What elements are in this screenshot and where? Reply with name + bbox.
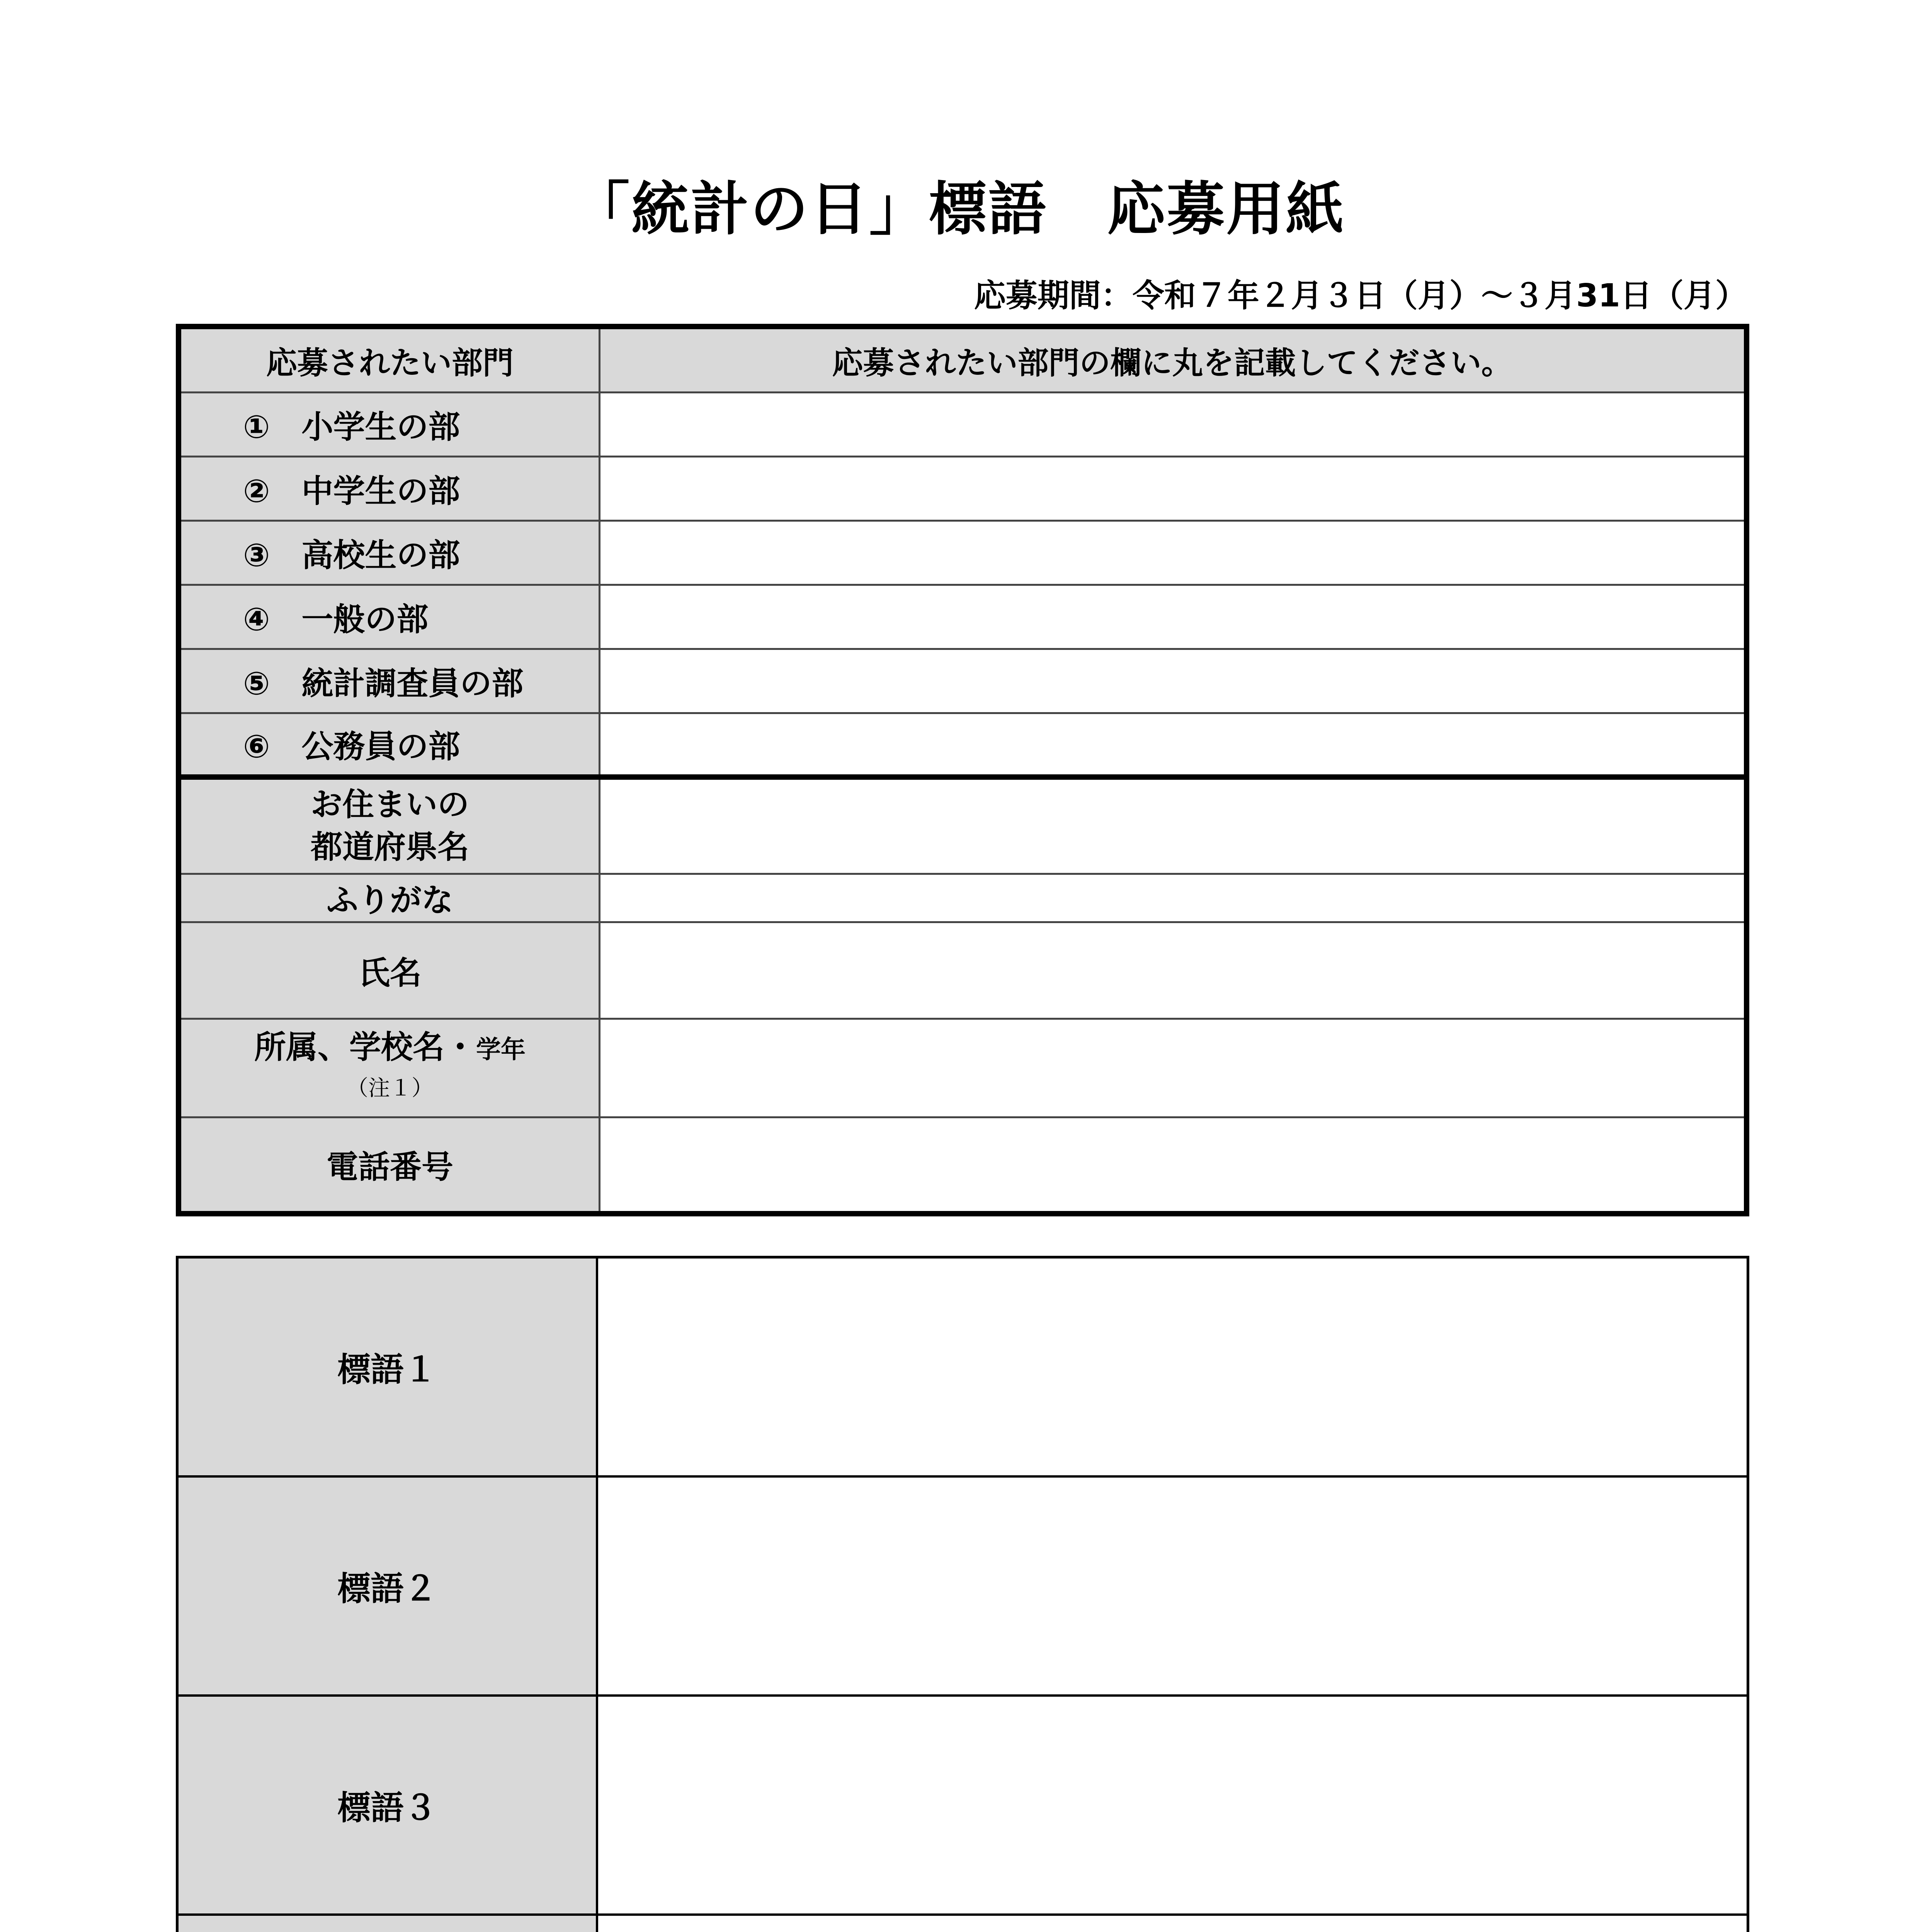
prefecture-row <box>179 777 1747 874</box>
category-mark-cell[interactable] <box>600 392 1747 456</box>
affiliation-field[interactable] <box>600 1019 1747 1117</box>
slogan-row <box>177 1696 1748 1915</box>
phone-field[interactable] <box>600 1117 1747 1214</box>
category-label: ④ 一般の部 <box>179 585 600 649</box>
furigana-label: ふりがな <box>179 874 600 922</box>
affiliation-note-ref: （注１） <box>347 1075 433 1101</box>
slogan-field[interactable] <box>597 1915 1748 1932</box>
category-row <box>179 713 1747 777</box>
slogan-row <box>177 1915 1748 1932</box>
category-mark-cell[interactable] <box>600 585 1747 649</box>
slogan-row <box>177 1476 1748 1696</box>
furigana-field[interactable] <box>600 874 1747 922</box>
table-header-row <box>179 327 1747 392</box>
affiliation-label-main: 所属、学校名・ <box>254 1029 476 1066</box>
entry-info-table <box>176 324 1749 1216</box>
circle-instruction-header: 応募されたい部門の欄に丸を記載してください。 <box>600 327 1747 392</box>
category-row <box>179 585 1747 649</box>
slogan-label: 標語１ <box>177 1257 597 1476</box>
category-mark-cell[interactable] <box>600 713 1747 777</box>
slogan-label <box>177 1915 597 1932</box>
page-title: 「統計の日」標語 応募用紙 <box>572 176 1345 243</box>
name-field[interactable] <box>600 922 1747 1019</box>
category-header: 応募されたい部門 <box>179 327 600 392</box>
affiliation-label-grade: 学年 <box>476 1035 526 1064</box>
application-period: 応募期間：令和７年２月３日（月）～３月31日（月） <box>974 277 1747 314</box>
slogan-field[interactable] <box>597 1257 1748 1476</box>
prefecture-field[interactable] <box>600 777 1747 874</box>
affiliation-label <box>179 1019 600 1117</box>
prefecture-label-line2: 都道府県名 <box>310 829 469 866</box>
category-mark-cell[interactable] <box>600 456 1747 520</box>
category-label: ⑥ 公務員の部 <box>179 713 600 777</box>
slogan-row <box>177 1257 1748 1476</box>
category-mark-cell[interactable] <box>600 649 1747 713</box>
category-row <box>179 456 1747 520</box>
prefecture-label-line1: お住まいの <box>310 786 469 823</box>
category-label: ③ 高校生の部 <box>179 520 600 585</box>
phone-row <box>179 1117 1747 1214</box>
category-label: ⑤ 統計調査員の部 <box>179 649 600 713</box>
category-label: ② 中学生の部 <box>179 456 600 520</box>
slogan-table <box>176 1256 1749 1932</box>
category-row <box>179 649 1747 713</box>
affiliation-label-line1 <box>181 1028 599 1069</box>
category-label: ① 小学生の部 <box>179 392 600 456</box>
category-row <box>179 392 1747 456</box>
phone-label: 電話番号 <box>179 1117 600 1214</box>
slogan-field[interactable] <box>597 1476 1748 1696</box>
furigana-row <box>179 874 1747 922</box>
slogan-field[interactable] <box>597 1696 1748 1915</box>
category-mark-cell[interactable] <box>600 520 1747 585</box>
affiliation-row <box>179 1019 1747 1117</box>
slogan-label: 標語２ <box>177 1476 597 1696</box>
slogan-label: 標語３ <box>177 1696 597 1915</box>
name-row <box>179 922 1747 1019</box>
name-label: 氏名 <box>179 922 600 1019</box>
category-row <box>179 520 1747 585</box>
prefecture-label <box>179 777 600 874</box>
